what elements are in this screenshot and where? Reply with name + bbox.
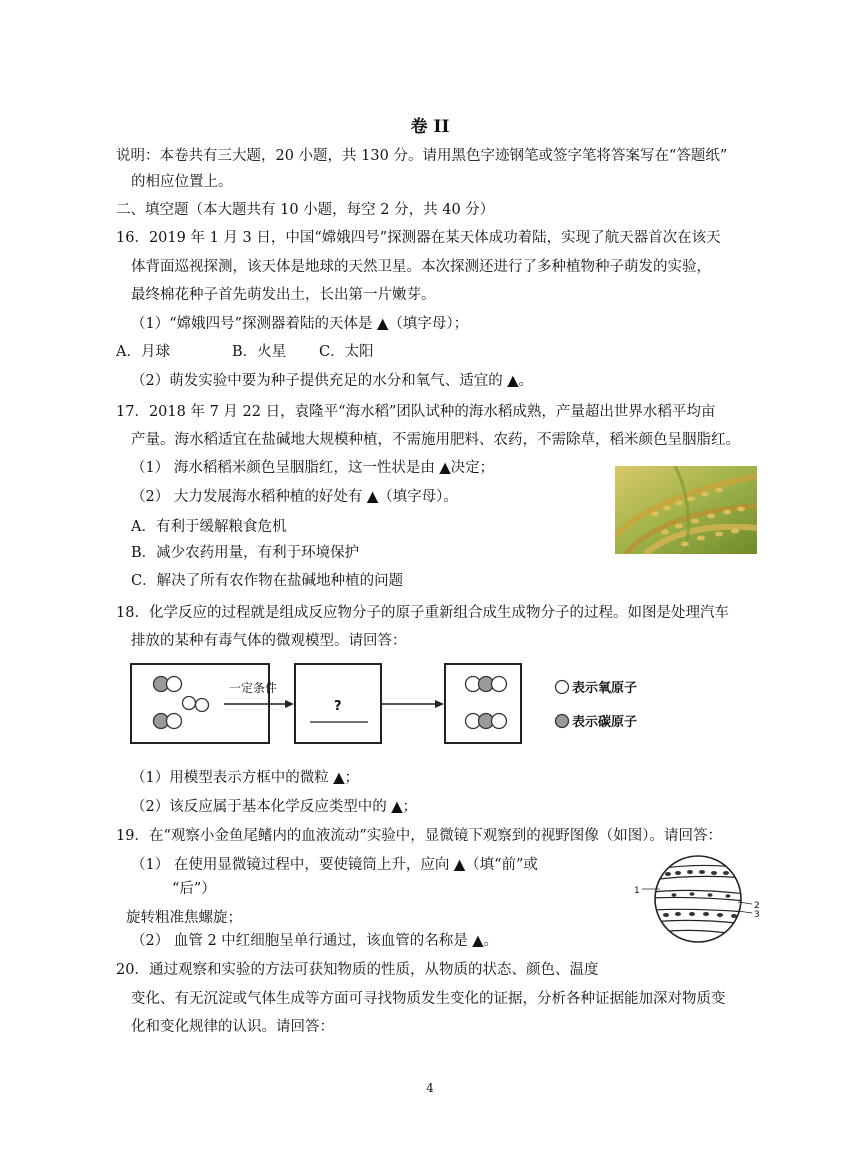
q19-sub-1-line-3: 旋转粗准焦螺旋； xyxy=(126,910,242,926)
q16-sub-2 xyxy=(131,371,533,391)
q16-sub-2-text: （2）萌发实验中要为种子提供充足的水分和氧气、适宜的 xyxy=(131,373,508,389)
q17-sub-2 xyxy=(131,487,458,507)
q19-sub-2 xyxy=(131,931,498,951)
rice-photo xyxy=(615,466,757,554)
q17-line-2: 产量。海水稻适宜在盐碱地大规模种植，不需施用肥料、农药，不需除草，稻米颜色呈胭脂红。 xyxy=(131,432,740,448)
q20-line-3: 化和变化规律的认识。请回答： xyxy=(131,1019,334,1035)
q17-sub-2-tail: （填字母）。 xyxy=(378,489,458,505)
q18-sub-2 xyxy=(131,797,417,817)
section-title: 卷 II xyxy=(410,117,450,137)
q20-line-1: 20．通过观察和实验的方法可获知物质的性质，从物质的状态、颜色、温度 xyxy=(116,962,599,978)
q16-line-2: 体背面巡视探测，该天体是地球的天然卫星。本次探测还进行了多种植物种子萌发的实验， xyxy=(131,259,711,275)
reaction-diagram xyxy=(128,656,668,746)
vessel-label-2: 2 xyxy=(754,901,760,911)
q17-sub-2-text: （2） 大力发展海水稻种植的好处有 xyxy=(131,489,367,505)
oxygen-legend-label: 表示氧原子 xyxy=(572,681,638,696)
oxygen-legend-icon xyxy=(556,681,569,694)
q19-sub-2-text: （2） 血管 2 中红细胞呈单行通过，该血管的名称是 xyxy=(131,933,473,949)
q16-option-c: C．太阳 xyxy=(319,344,374,360)
page-number: 4 xyxy=(426,1081,434,1095)
q16-option-a: A．月球 xyxy=(116,344,170,360)
intro-line-2: 的相应位置上。 xyxy=(131,174,233,190)
q16-line-1: 16．2019 年 1 月 3 日，中国“嫦娥四号”探测器在某天体成功着陆，实现了航天器首次在该天 xyxy=(116,230,721,246)
q20-line-2: 变化、有无沉淀或气体生成等方面可寻找物质发生变化的证据，分析各种证据能加深对物质变 xyxy=(131,991,726,1007)
q17-sub-1-tail: 决定； xyxy=(450,460,495,476)
answer-blank: ▲ xyxy=(472,933,484,949)
q18-line-1: 18．化学反应的过程就是组成反应物分子的原子重新组合成生成物分子的过程。如图是处理汽车 xyxy=(116,605,729,621)
q18-sub-1-tail: ； xyxy=(344,770,359,786)
intro-line-1: 说明：本卷共有三大题，20 小题，共 130 分。请用黑色字迹钢笔或签字笔将答案写在“答题纸” xyxy=(116,148,728,164)
answer-blank: ▲ xyxy=(453,857,466,873)
q17-sub-1-text: （1） 海水稻稻米颜色呈胭脂红，这一性状是由 xyxy=(131,460,440,476)
q17-line-1: 17．2018 年 7 月 22 日，袁隆平“海水稻”团队试种的海水稻成熟，产量超出世界水稻平均亩 xyxy=(116,404,716,420)
answer-blank: ▲ xyxy=(333,770,345,786)
q16-sub-1 xyxy=(131,314,468,334)
answer-blank: ▲ xyxy=(377,316,389,332)
q17-option-b: B．减少农药用量，有利于环境保护 xyxy=(131,545,360,561)
q18-sub-1-text: （1）用模型表示方框中的微粒 xyxy=(131,770,334,786)
q16-line-3: 最终棉花种子首先萌发出土，长出第一片嫩芽。 xyxy=(131,287,436,303)
q17-option-c: C．解决了所有农作物在盐碱地种植的问题 xyxy=(131,573,404,589)
product-molecules xyxy=(466,677,507,729)
q19-sub-1 xyxy=(131,855,538,875)
q19-sub-1-text: （1） 在使用显微镜过程中，要使镜筒上升，应向 xyxy=(131,857,454,873)
q19-sub-1-tail: （填“前”或 xyxy=(465,857,538,873)
q18-sub-2-text: （2）该反应属于基本化学反应类型中的 xyxy=(131,799,392,815)
unknown-mark: ? xyxy=(334,699,342,714)
q16-sub-2-tail: 。 xyxy=(518,373,533,389)
carbon-legend-icon xyxy=(556,715,569,728)
q17-option-a: A．有利于缓解粮食危机 xyxy=(131,519,287,535)
answer-blank: ▲ xyxy=(366,489,379,505)
answer-blank: ▲ xyxy=(391,799,403,815)
vessel-label-3: 3 xyxy=(754,910,760,920)
vessel-label-1: 1 xyxy=(634,886,640,896)
q18-sub-2-tail: ； xyxy=(402,799,417,815)
carbon-legend-label: 表示碳原子 xyxy=(572,715,638,730)
microscope-view xyxy=(634,852,774,944)
q19-sub-1-line-2: “后”） xyxy=(172,881,216,897)
q16-sub-1-text: （1）“嫦娥四号”探测器着陆的天体是 xyxy=(131,316,378,332)
q19-sub-2-tail: 。 xyxy=(483,933,499,949)
q19-line-1: 19．在“观察小金鱼尾鳍内的血液流动”实验中，显微镜下观察到的视野图像（如图）。请回答： xyxy=(116,828,723,844)
q17-sub-1 xyxy=(131,458,494,478)
q16-option-b: B．火星 xyxy=(232,344,287,360)
product-box xyxy=(445,664,521,743)
section-heading: 二、填空题（本大题共有 10 小题，每空 2 分，共 40 分） xyxy=(116,202,495,218)
q18-sub-1 xyxy=(131,768,359,788)
answer-blank: ▲ xyxy=(507,373,519,389)
arrow-label: 一定条件 xyxy=(229,681,278,695)
reactant-molecules xyxy=(154,677,209,729)
q18-line-2: 排放的某种有毒气体的微观模型。请回答： xyxy=(131,633,407,649)
q16-sub-1-tail: （填字母）； xyxy=(388,316,469,332)
answer-blank: ▲ xyxy=(439,460,451,476)
